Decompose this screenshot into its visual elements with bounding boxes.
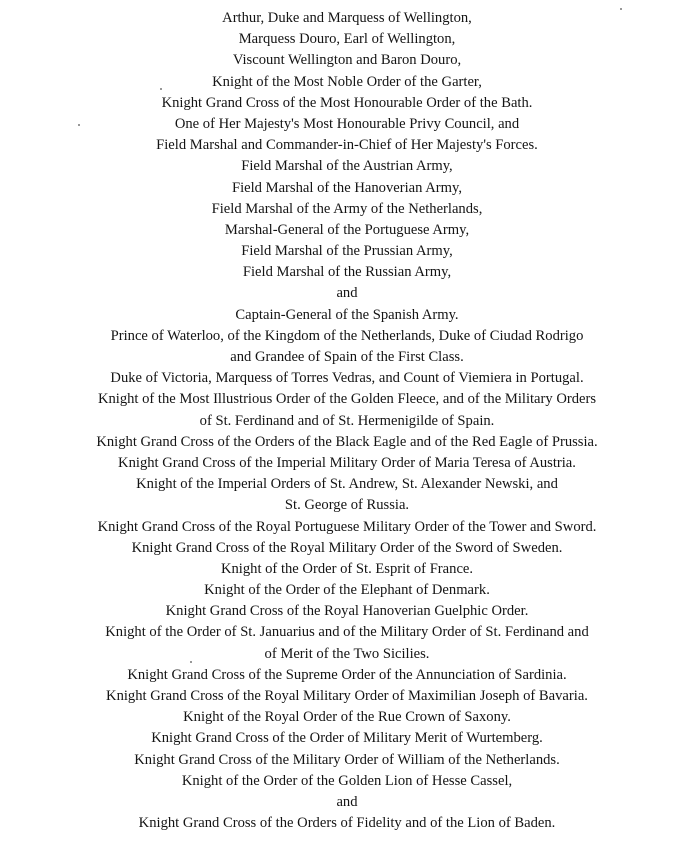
- text-line: Knight of the Order of the Elephant of Denmark.: [204, 582, 490, 599]
- text-line: St. George of Russia.: [284, 497, 410, 514]
- scan-speck: [620, 8, 622, 10]
- text-line: Knight Grand Cross of the Royal Military Order of Maximilian Joseph of Bavaria.: [106, 688, 588, 704]
- text-line: Arthur, Duke and Marquess of Wellington,: [222, 10, 472, 26]
- text-line: Knight Grand Cross of the Royal Portuguese Military Order of the Tower and Sword.: [97, 518, 597, 535]
- text-line: and: [336, 285, 358, 302]
- text-line: Knight Grand Cross of the Orders of Fidelity and of the Lion of Baden.: [138, 815, 556, 832]
- text-line: Knight Grand Cross of the Supreme Order of the Annunciation of Sardinia.: [127, 666, 567, 683]
- text-line: Knight of the Most Noble Order of the Garter,: [212, 73, 482, 90]
- text-line: Field Marshal of the Prussian Army,: [241, 243, 453, 260]
- text-line: Marshal-General of the Portuguese Army,: [224, 221, 470, 238]
- text-line: Knight Grand Cross of the Military Order of William of the Netherlands.: [134, 751, 560, 768]
- scan-speck: [160, 88, 162, 90]
- text-line: of St. Ferdinand and of St. Hermenigilde of Spain.: [199, 412, 495, 429]
- text-line: Marquess Douro, Earl of Wellington,: [238, 31, 456, 48]
- text-line: One of Her Majesty's Most Honourable Privy Council, and: [174, 115, 520, 132]
- text-line: Knight of the Order of St. Januarius and of the Military Order of St. Ferdinand and: [105, 624, 589, 641]
- text-line: Knight of the Royal Order of the Rue Crown of Saxony.: [183, 709, 511, 726]
- text-line: Field Marshal of the Army of the Netherlands,: [211, 200, 483, 217]
- text-line: Knight Grand Cross of the Imperial Military Order of Maria Teresa of Austria.: [118, 454, 576, 471]
- text-line: Knight of the Order of St. Esprit of France.: [220, 560, 474, 577]
- text-line: Knight of the Order of the Golden Lion of Hesse Cassel,: [181, 772, 513, 789]
- title-page-text: [0, 8, 694, 834]
- text-line: Knight of the Imperial Orders of St. Andrew, St. Alexander Newski, and: [136, 476, 558, 493]
- text-line: Viscount Wellington and Baron Douro,: [232, 52, 462, 69]
- text-line: Field Marshal of the Russian Army,: [242, 264, 452, 281]
- text-line: Knight Grand Cross of the Orders of the Black Eagle and of the Red Eagle of Prussia.: [96, 433, 598, 450]
- text-line: Field Marshal and Commander-in-Chief of Her Majesty's Forces.: [156, 137, 538, 154]
- text-line: Prince of Waterloo, of the Kingdom of the Netherlands, Duke of Ciudad Rodrigo: [110, 327, 584, 344]
- text-line: Knight of the Most Illustrious Order of the Golden Fleece, and of the Military Orders: [97, 391, 597, 408]
- text-line: and Grandee of Spain of the First Class.: [230, 349, 464, 365]
- text-line: Knight Grand Cross of the Most Honourable Order of the Bath.: [161, 94, 533, 111]
- text-line: of Merit of the Two Sicilies.: [264, 645, 430, 662]
- text-line: Field Marshal of the Hanoverian Army,: [231, 179, 463, 196]
- text-line: Duke of Victoria, Marquess of Torres Vedras, and Count of Viemiera in Portugal.: [110, 370, 584, 387]
- scan-speck: [190, 661, 192, 663]
- scan-speck: [78, 124, 80, 126]
- text-line: Knight Grand Cross of the Royal Military Order of the Sword of Sweden.: [131, 539, 563, 556]
- text-line: Knight Grand Cross of the Royal Hanoverian Guelphic Order.: [165, 603, 529, 620]
- text-line: Captain-General of the Spanish Army.: [235, 306, 459, 323]
- text-line: and: [336, 793, 358, 810]
- text-line: Field Marshal of the Austrian Army,: [241, 158, 453, 175]
- text-line: Knight Grand Cross of the Order of Military Merit of Wurtemberg.: [151, 730, 543, 747]
